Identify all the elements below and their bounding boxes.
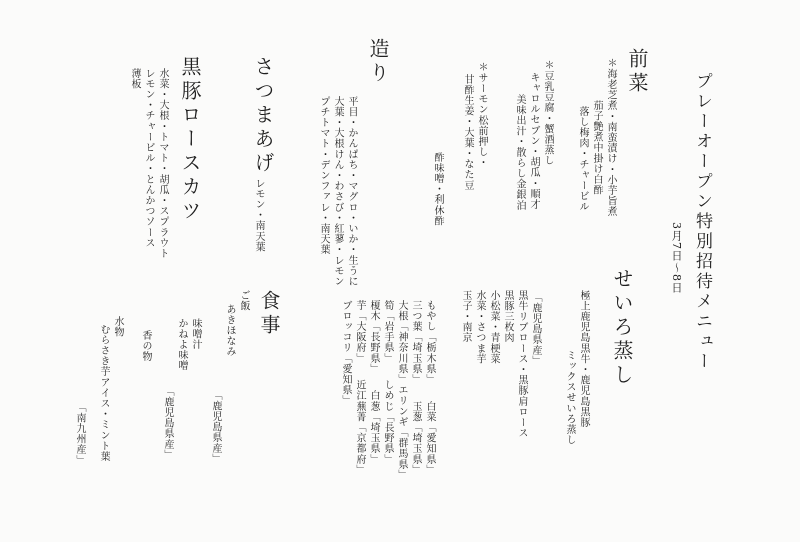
seiro-line: 小松菜・青梗菜 [488, 290, 499, 365]
katsu-heading: 黒豚ロースカツ [178, 56, 202, 224]
satsumaage-line: レモン・南天葉 [253, 178, 264, 253]
seiro-line: もやし「栃木県」 白菜「愛知県」 [424, 300, 435, 476]
katsu-line: 水菜・大根・トマト・胡瓜・スプラウト [157, 68, 168, 259]
tsukuri-line: 平目・かんぱち・マグロ・いか・生うに [346, 96, 357, 287]
seiro-line: 黒豚三枚肉 [502, 290, 513, 343]
shokuji-line: ご飯 [238, 290, 249, 312]
shokuji-line: 味噌汁 [190, 318, 201, 350]
seiro-line: ミックスせいろ蒸し [564, 350, 575, 446]
seiro-line: 大根「神奈川県」エリンギ「群馬県」 [396, 300, 407, 481]
seiro-line: 水菜・さつま芋 [474, 290, 485, 365]
zensai-line: 甘酢生姜・大葉・なた豆 [462, 74, 473, 191]
seiro-line: 三つ葉「埼玉県」 玉葱「埼玉県」 [410, 300, 421, 476]
shokuji-heading: 食事 [257, 290, 281, 338]
shokuji-line: 「南九州産」 [74, 402, 85, 466]
shokuji-line: 香の物 [140, 330, 151, 362]
shokuji-line: かねよ味噌 [176, 318, 187, 371]
seiro-heading: せいろ蒸し [610, 268, 634, 388]
tsukuri-heading: 造り [366, 38, 390, 86]
tsukuri-line: 大葉・大根けん・わさび・紅蓼・レモン [332, 96, 343, 287]
shokuji-line: 「鹿児島県産」 [210, 390, 221, 465]
zensai-line: 落し梅肉・チャービル [577, 106, 588, 212]
zensai-line: キャロルセブン・胡瓜・順才 [528, 72, 539, 210]
seiro-line: 極上鹿児島黒牛・鹿児島黒豚 [578, 290, 589, 428]
katsu-line: レモン・チャービル・とんかつソース [143, 68, 154, 249]
tsukuri-line: プチトマト・デンファレ・南天葉 [318, 96, 329, 255]
shokuji-line: 水物 [112, 316, 123, 338]
katsu-line: 薄板 [129, 68, 140, 90]
seiro-line: 黒牛リブロース・黒豚肩ロース [516, 290, 527, 439]
zensai-line: ＊豆乳豆腐・蟹酒蒸し [542, 60, 553, 166]
seiro-line: ブロッコリ「愛知県」 [340, 300, 351, 406]
satsumaage-heading: さつまあげ [251, 56, 275, 176]
zensai-line: ＊海老芝煮・南蛮漬け・小芋旨煮 [605, 58, 616, 217]
shokuji-line: 「鹿児島県産」 [162, 386, 173, 461]
seiro-line: 玉子・南京 [460, 290, 471, 343]
zensai-line: 酢味噌・利休酢 [432, 152, 443, 227]
shokuji-line: あきほなみ [224, 304, 235, 357]
menu-date: 3月7日〜8日 [670, 222, 683, 294]
seiro-line: 「鹿児島県産」 [530, 292, 541, 367]
shokuji-line: むらさき芋アイス・ミント葉 [98, 324, 109, 462]
seiro-line: 筍「岩手県」 しめじ「長野県」 [382, 300, 393, 465]
zensai-line: 茄子艶煮中掛け白酢 [591, 100, 602, 196]
zensai-line: ＊サーモン松前押し・ [476, 62, 487, 168]
zensai-line: 美味出汁・散らし金銀泊 [514, 94, 525, 211]
seiro-line: 芋「大阪府」 近江蕪菁「京都府」 [354, 300, 365, 476]
seiro-line: 榎木「長野県」 白葱「埼玉県」 [368, 300, 379, 465]
menu-title: プレーオープン特別招待メニュー [692, 72, 712, 372]
zensai-heading: 前菜 [625, 48, 649, 96]
